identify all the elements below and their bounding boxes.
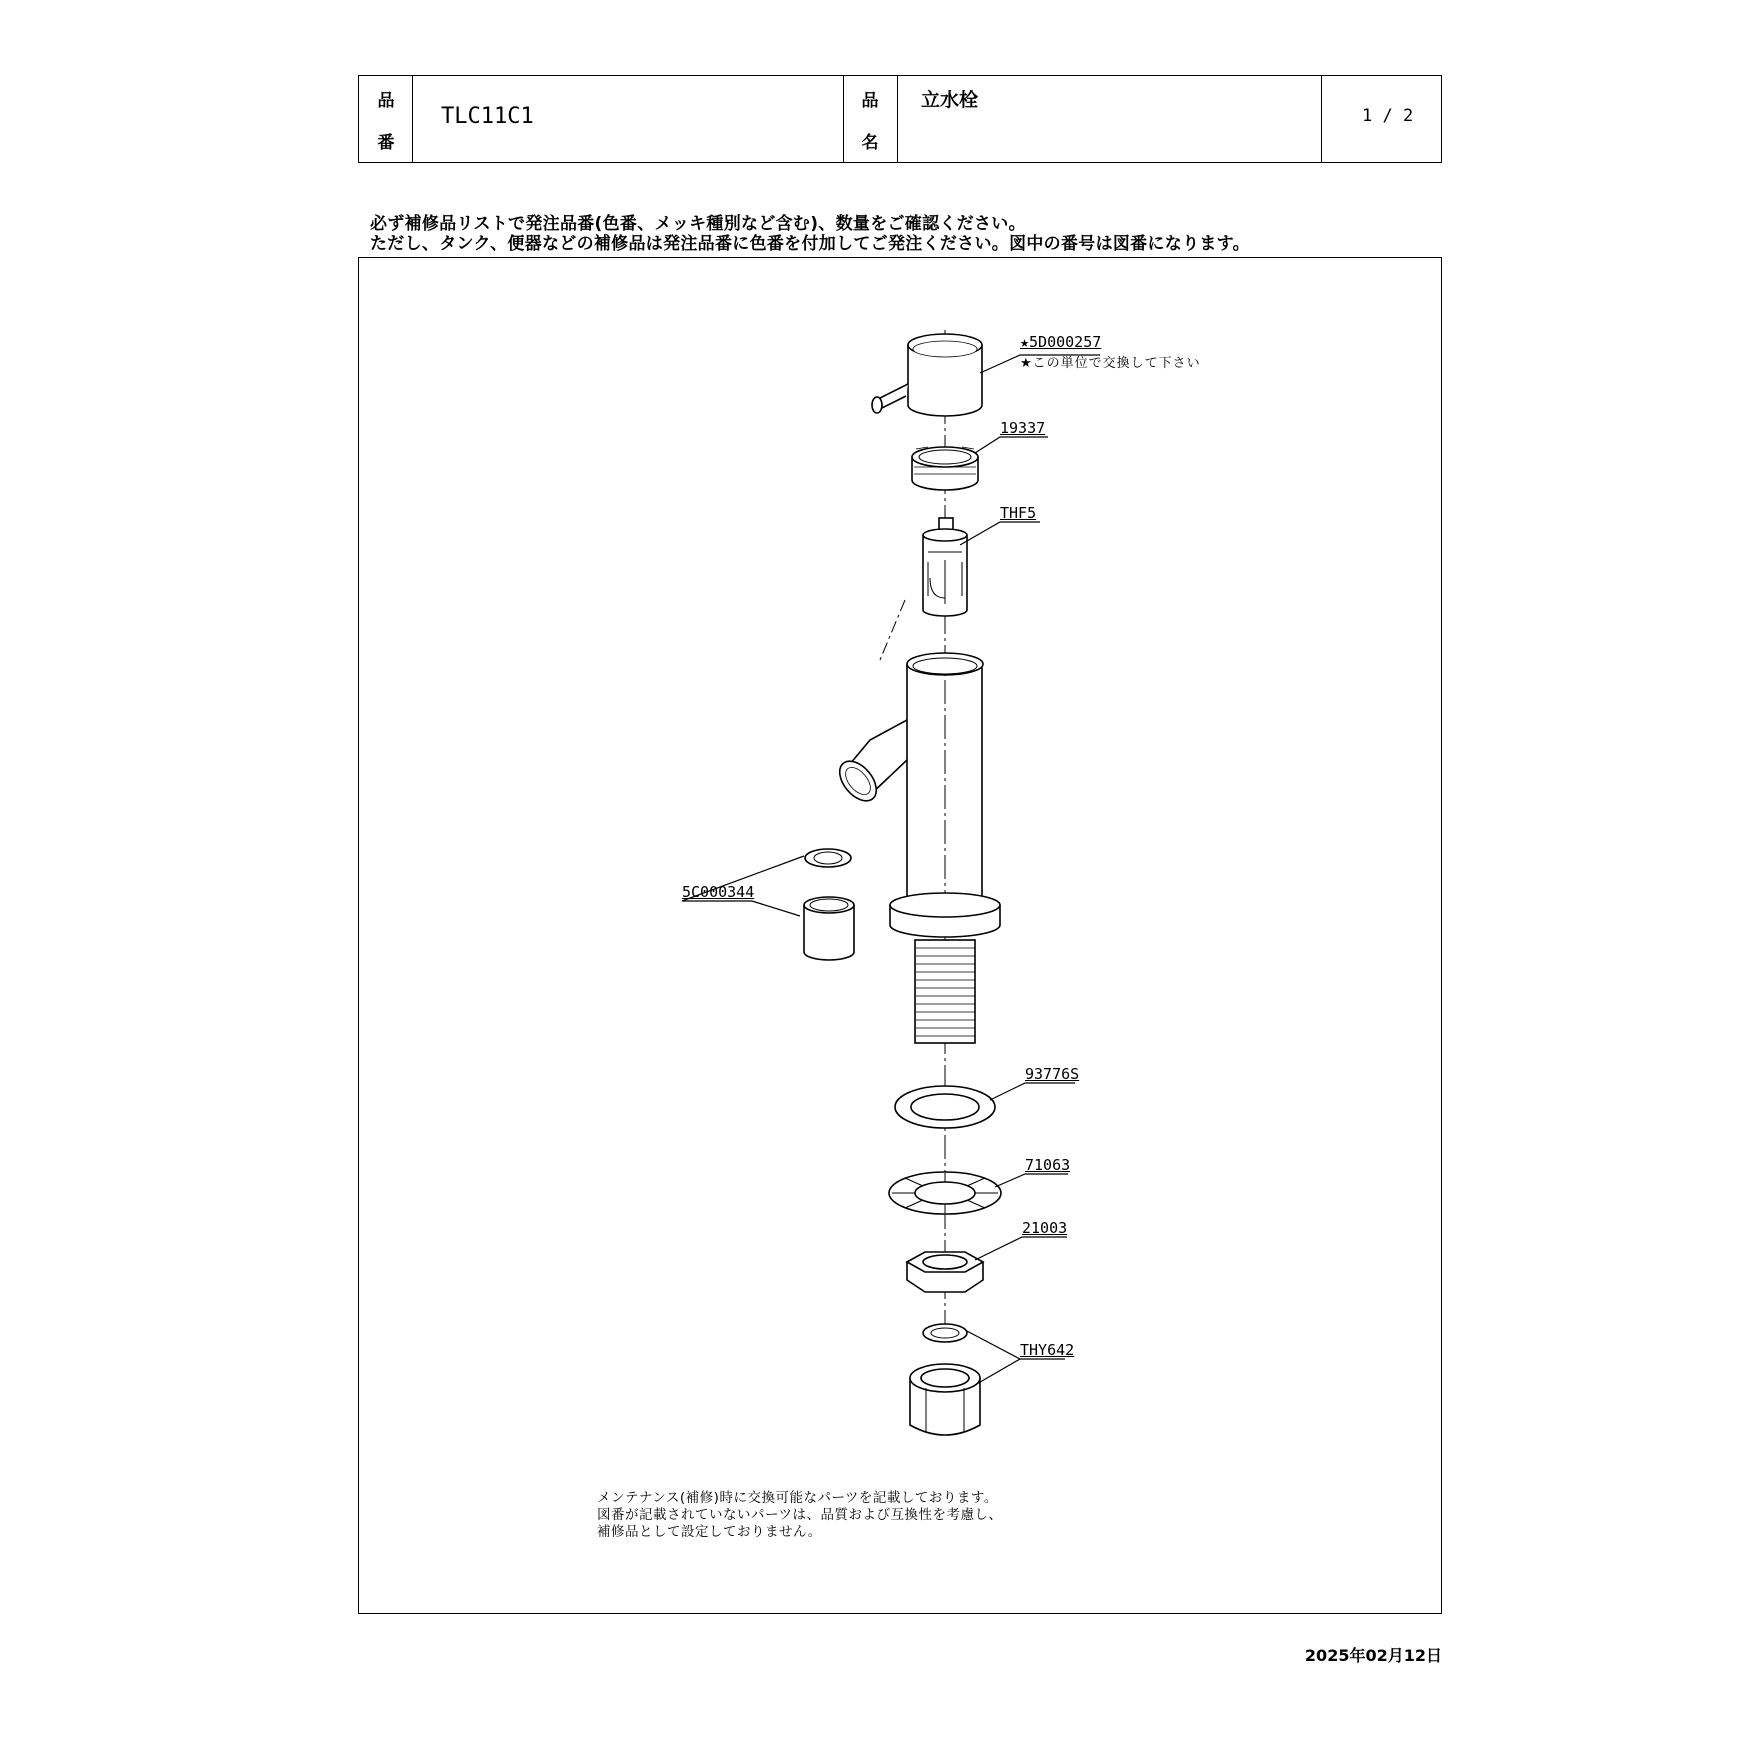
maintenance-note-line: 補修品として設定しておりません。 <box>597 1524 822 1540</box>
cap-nut-part <box>912 447 978 490</box>
part-number-cartridge: THF5 <box>1000 504 1037 522</box>
product-number: TLC11C1 <box>441 104 534 129</box>
product-name-label: 名 <box>861 133 879 153</box>
product-name-label: 品 <box>861 91 879 111</box>
part-number-handle: ★5D000257 <box>1020 333 1102 351</box>
part-number-spout-parts: 5C000344 <box>682 883 755 901</box>
product-number-label: 品 <box>377 91 395 111</box>
cartridge-part <box>923 518 967 616</box>
order-note-line-2: ただし、タンク、便器などの補修品は発注品番に色番を付加してご発注ください。図中の番号は図番になります。 <box>370 234 1250 254</box>
center-line <box>880 600 905 660</box>
product-name: 立水栓 <box>921 89 979 111</box>
part-number-union-nut: THY642 <box>1020 1341 1075 1359</box>
part-label-handle <box>1020 333 1101 351</box>
part-note-handle: ★この単位で交換して下さい <box>1020 356 1201 371</box>
part-number-cap-nut: 19337 <box>1000 419 1046 437</box>
maintenance-note <box>597 1490 1002 1541</box>
spout-parts <box>804 849 854 960</box>
issue-date: 2025年02月12日 <box>1304 1646 1442 1665</box>
handle-part <box>872 334 982 416</box>
part-number-washer: 93776S <box>1025 1065 1080 1083</box>
lock-washer-part <box>889 1172 1001 1214</box>
union-nut-part <box>910 1324 980 1435</box>
part-number-lock-nut: 21003 <box>1022 1219 1068 1237</box>
maintenance-note-line: 図番が記載されていないパーツは、品質および互換性を考慮し、 <box>597 1507 1003 1523</box>
maintenance-note-line: メンテナンス(補修)時に交換可能なパーツを記載しております。 <box>597 1490 998 1506</box>
order-note-line-1: 必ず補修品リストで発注品番(色番、メッキ種別など含む)、数量をご確認ください。 <box>370 214 1026 234</box>
part-number-lock-washer: 71063 <box>1025 1156 1071 1174</box>
washer-part <box>895 1086 995 1128</box>
lock-nut-part <box>907 1252 983 1292</box>
faucet-body-part <box>832 653 1000 1043</box>
page-number: 1 / 2 <box>1362 106 1414 126</box>
product-number-label: 番 <box>377 133 395 153</box>
